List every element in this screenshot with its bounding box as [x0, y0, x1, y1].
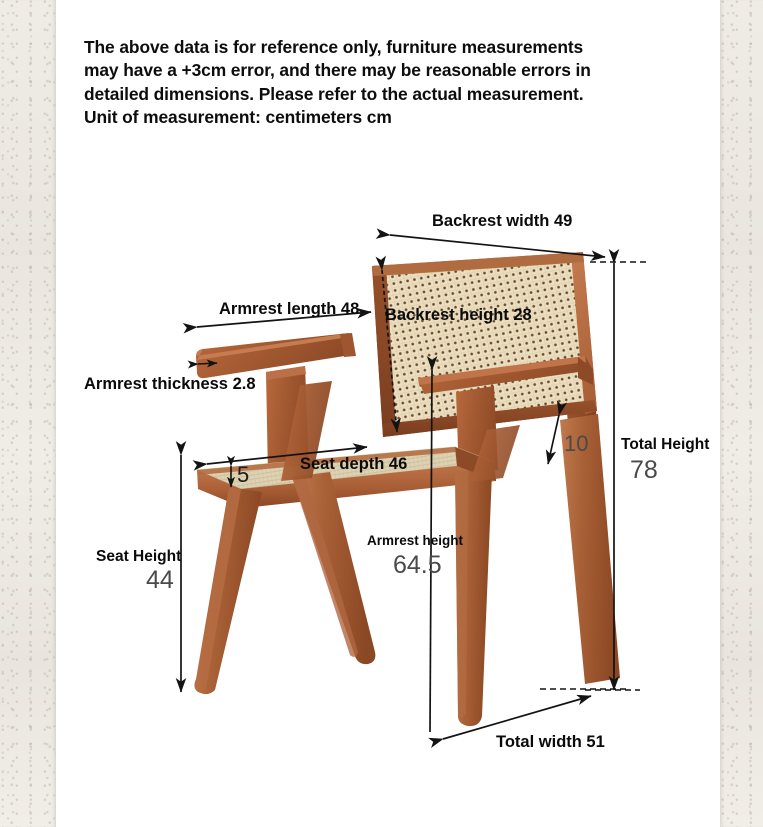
- chair-leg-front-right: [455, 470, 492, 726]
- dimline-backrest-gap: [548, 415, 559, 464]
- chair-leg-front-left: [194, 487, 262, 694]
- label-backrest-height: Backrest height 28: [385, 306, 532, 324]
- disclaimer-line-3: detailed dimensions. Please refer to the actual measurement.: [84, 83, 584, 104]
- label-armrest-height: Armrest height: [367, 533, 464, 548]
- value-total-height: 78: [630, 456, 658, 484]
- label-seat-depth: Seat depth 46: [300, 455, 408, 473]
- label-armrest-length: Armrest length 48: [219, 300, 360, 318]
- value-seat-height: 44: [146, 566, 174, 594]
- dimline-backrest-width: [390, 235, 605, 257]
- disclaimer-line-1: The above data is for reference only, furniture measurements: [84, 37, 584, 57]
- label-total-height: Total Height: [621, 436, 710, 453]
- dimline-armrest-thickness: [198, 363, 217, 364]
- disclaimer-line-4: Unit of measurement: centimeters cm: [84, 106, 392, 127]
- label-seat-rail-thickness: 5: [237, 462, 250, 487]
- label-armrest-thickness: Armrest thickness 2.8: [84, 375, 256, 393]
- label-total-width: Total width 51: [496, 733, 605, 751]
- disclaimer-line-2: may have a +3cm error, and there may be reasonable errors in: [84, 60, 591, 81]
- label-backrest-width: Backrest width 49: [432, 212, 573, 230]
- label-backrest-gap: 10: [564, 431, 589, 456]
- chair-leg-center: [292, 472, 375, 664]
- label-seat-height: Seat Height: [96, 548, 182, 565]
- value-armrest-height: 64.5: [393, 551, 442, 579]
